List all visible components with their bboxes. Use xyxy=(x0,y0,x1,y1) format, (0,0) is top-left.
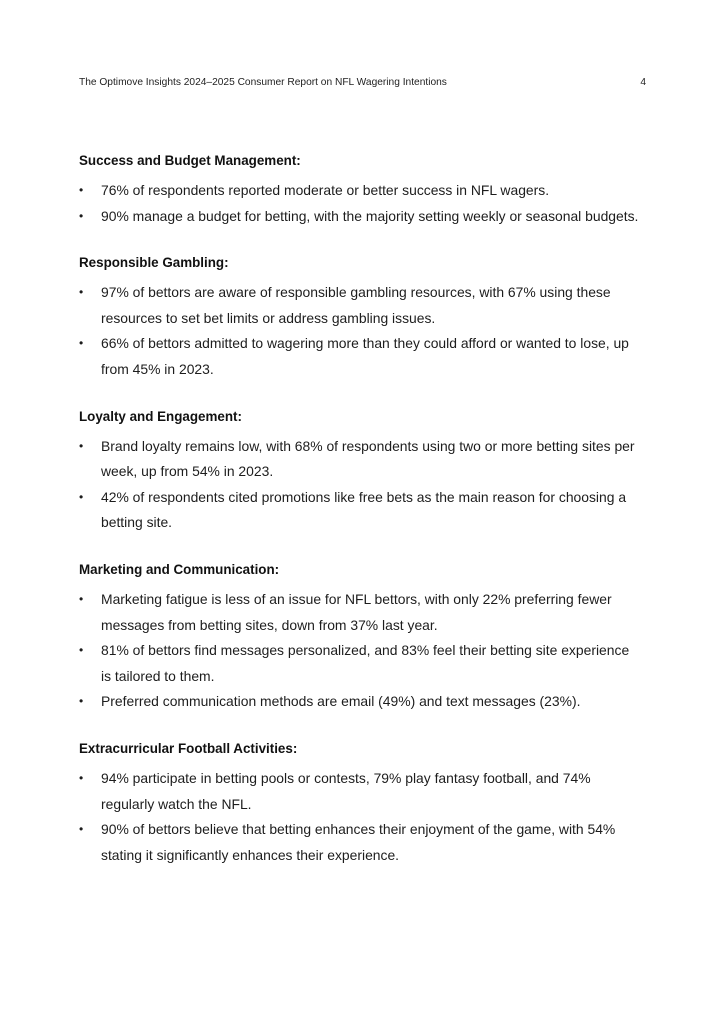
section-loyalty-engagement xyxy=(79,408,639,536)
report-title: The Optimove Insights 2024–2025 Consumer Report on NFL Wagering Intentions xyxy=(79,77,447,88)
section-responsible-gambling xyxy=(79,254,639,382)
section-heading: Marketing and Communication: xyxy=(79,561,280,577)
bullet-item: • 81% of bettors find messages personalized, and 83% feel their betting site experience is tailored to them. xyxy=(79,638,639,689)
bullet-list xyxy=(79,434,639,536)
section-heading: Extracurricular Football Activities: xyxy=(79,740,298,756)
section-marketing-communication xyxy=(79,561,639,715)
page-header xyxy=(79,77,646,93)
section-success-budget xyxy=(79,152,639,229)
bullet-item: • 90% of bettors believe that betting enhances their enjoyment of the game, with 54% stating it significantly enhances their experience. xyxy=(79,817,639,868)
section-heading: Success and Budget Management: xyxy=(79,153,301,168)
bullet-item: • Marketing fatigue is less of an issue for NFL bettors, with only 22% preferring fewer messages from betting sites, down from 37% last year. xyxy=(79,587,639,638)
section-heading: Responsible Gambling: xyxy=(79,255,229,271)
bullet-item: • 42% of respondents cited promotions like free bets as the main reason for choosing a betting site. xyxy=(79,485,639,536)
section-extracurricular-football xyxy=(79,740,639,868)
bullet-item: • 97% of bettors are aware of responsible gambling resources, with 67% using these resources to set bet limits or address gambling issues. xyxy=(79,280,639,331)
page-number: 4 xyxy=(640,77,646,88)
bullet-item: • Preferred communication methods are email (49%) and text messages (23%). xyxy=(79,689,639,715)
bullet-item: • 94% participate in betting pools or contests, 79% play fantasy football, and 74% regularly watch the NFL. xyxy=(79,766,639,817)
bullet-item: • Brand loyalty remains low, with 68% of respondents using two or more betting sites per week, up from 54% in 2023. xyxy=(79,434,639,485)
report-body xyxy=(79,152,639,893)
bullet-item: • 76% of respondents reported moderate or better success in NFL wagers. xyxy=(79,178,639,204)
bullet-list xyxy=(79,280,639,382)
bullet-item: • 66% of bettors admitted to wagering more than they could afford or wanted to lose, up from 45% in 2023. xyxy=(79,331,639,382)
bullet-item: • 90% manage a budget for betting, with the majority setting weekly or seasonal budgets. xyxy=(79,204,639,230)
section-heading: Loyalty and Engagement: xyxy=(79,408,242,424)
bullet-list xyxy=(79,178,639,229)
bullet-list xyxy=(79,587,639,715)
bullet-list xyxy=(79,766,639,868)
